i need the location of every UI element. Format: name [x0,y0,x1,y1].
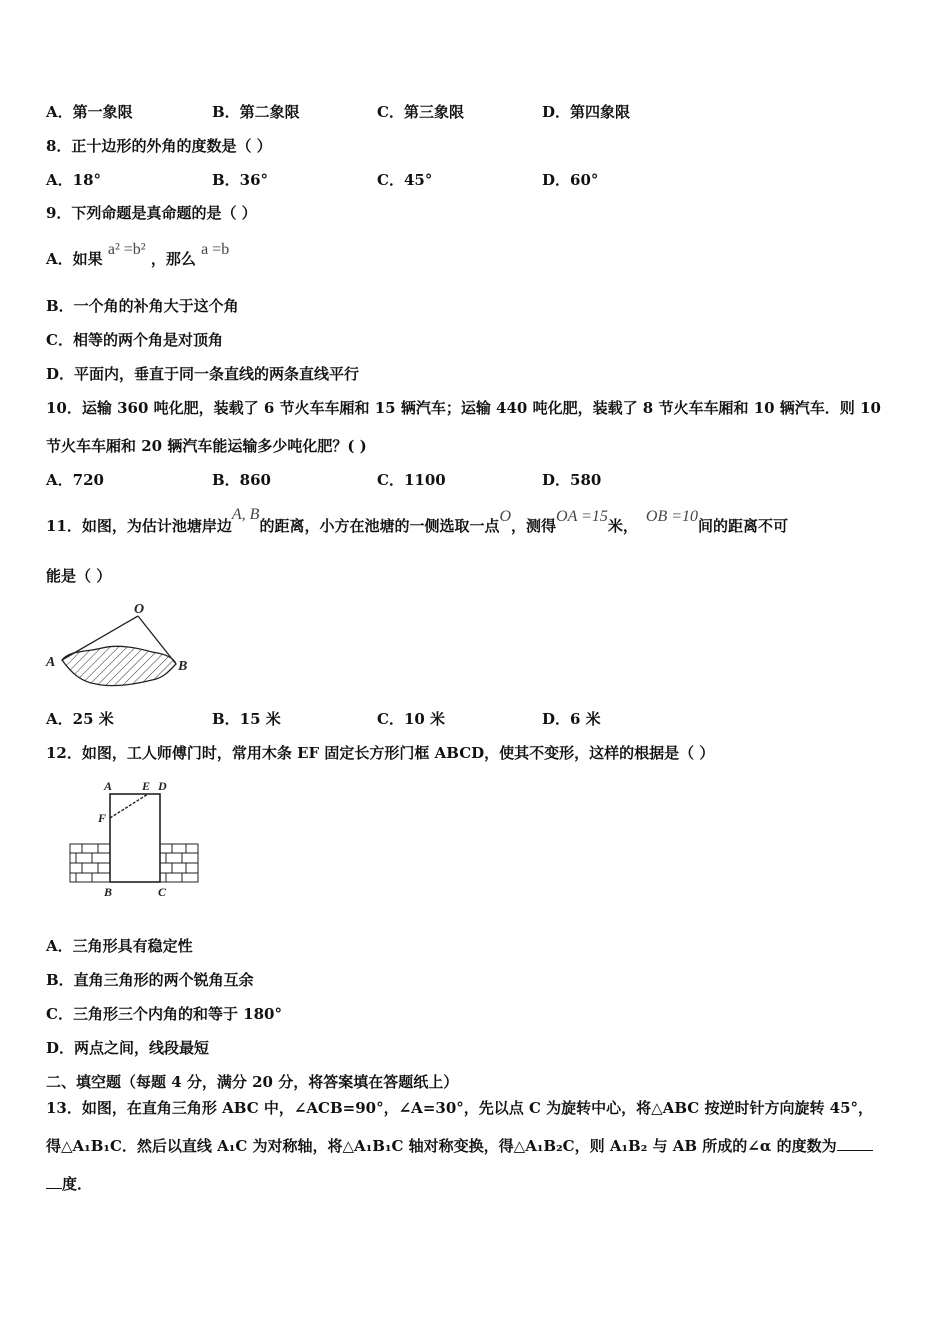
q10-option-d: D．580 [542,471,602,489]
q13-answer-blank-cont[interactable] [46,1188,62,1189]
q13-line1: 13．如图，在直角三角形 ABC 中，∠ACB=90°，∠A=30°，先以点 C 为旋转中心，将△ABC 按逆时针方向旋转 45°， [46,1099,874,1117]
q11-math-o: O [499,508,512,525]
q11-text-2: 的距离，小方在池塘的一侧选取一点 [259,517,500,535]
q11-option-c: C．10 米 [377,710,446,728]
q8-option-d: D．60° [542,171,599,189]
q11-text-3: ，测得 [511,517,557,535]
label-a: A [46,655,56,670]
q11-option-b: B．15 米 [212,710,281,728]
q12-option-b: B．直角三角形的两个锐角互余 [46,971,254,989]
q11-math-ab: A, B [231,506,260,523]
q11-text-4: 米， [607,517,638,535]
q7-option-c: C．第三象限 [377,103,464,121]
q9-option-c: C．相等的两个角是对顶角 [46,331,223,349]
q9-a-math1: a² =b² [107,241,146,258]
q8-option-b: B．36° [212,171,269,189]
q11-text-5: 间的距离不可 [698,517,789,535]
q13-line2-text: 得△A₁B₁C．然后以直线 A₁C 为对称轴，将△A₁B₁C 轴对称变换，得△A₁B₂C，则 A₁B₂ 与 AB 所成的∠α 的度数为 [46,1137,837,1155]
q7-option-d: D．第四象限 [542,103,631,121]
q7-option-a: A．第一象限 [46,103,133,121]
q8-stem: 8．正十边形的外角的度数是（ ） [46,137,272,155]
q8-option-c: C．45° [377,171,433,189]
q8-option-a: A．18° [46,171,102,189]
right-wall [160,844,198,882]
label-c: C [158,885,167,899]
q9-option-b: B．一个角的补角大于这个角 [46,297,239,315]
q12-option-d: D．两点之间，线段最短 [46,1039,210,1057]
q10-option-a: A．720 [46,471,104,489]
q9-a-mid: ，那么 [150,250,196,268]
q9-a-prefix: A．如果 [46,250,103,268]
q11-math-oa: OA =15 [556,508,608,525]
label-b: B [104,885,113,899]
q10-stem-line2: 节火车车厢和 20 辆汽车能运输多少吨化肥？( ) [46,437,367,455]
q11-pond-figure [40,598,200,694]
q12-door-figure [64,776,206,900]
label-f: F [98,811,107,825]
q11-text-1: 11．如图，为估计池塘岸边 [46,517,232,535]
q9-option-d: D．平面内，垂直于同一条直线的两条直线平行 [46,365,360,383]
q12-option-c: C．三角形三个内角的和等于 180° [46,1005,282,1023]
q11-option-a: A．25 米 [46,710,114,728]
label-e: E [142,779,151,793]
q13-line2 [46,1136,873,1156]
q10-stem-line1: 10．运输 360 吨化肥，装载了 6 节火车车厢和 15 辆汽车；运输 440 吨化肥，装载了 8 节火车车厢和 10 辆汽车．则 10 [46,399,881,417]
q9-stem: 9．下列命题是真命题的是（ ） [46,204,257,222]
q11-math-ob: OB =10 [645,508,699,525]
label-d: D [158,779,167,793]
q10-option-b: B．860 [212,471,271,489]
label-b: B [178,659,188,674]
label-o: O [134,602,145,617]
door-frame [110,794,160,882]
q13-answer-blank[interactable] [837,1150,873,1151]
q11-stem-line2: 能是（ ） [46,567,112,585]
q10-option-c: C．1100 [377,471,446,489]
left-wall [70,844,110,882]
q12-option-a: A．三角形具有稳定性 [46,937,193,955]
q12-stem: 12．如图，工人师傅门时，常用木条 EF 固定长方形门框 ABCD，使其不变形，这样的根据是（ ） [46,744,715,762]
pond-shape [62,646,176,685]
q11-option-d: D．6 米 [542,710,601,728]
q9-a-math2: a =b [201,241,230,258]
q11-stem-line1 [46,506,789,537]
q9-option-a [46,241,230,270]
q7-option-b: B．第二象限 [212,103,300,121]
q13-line3 [46,1174,92,1194]
section-title: 二、填空题（每题 4 分，满分 20 分，将答案填在答题纸上） [46,1073,459,1091]
label-a: A [104,779,113,793]
q13-line3-text: 度． [62,1175,93,1193]
